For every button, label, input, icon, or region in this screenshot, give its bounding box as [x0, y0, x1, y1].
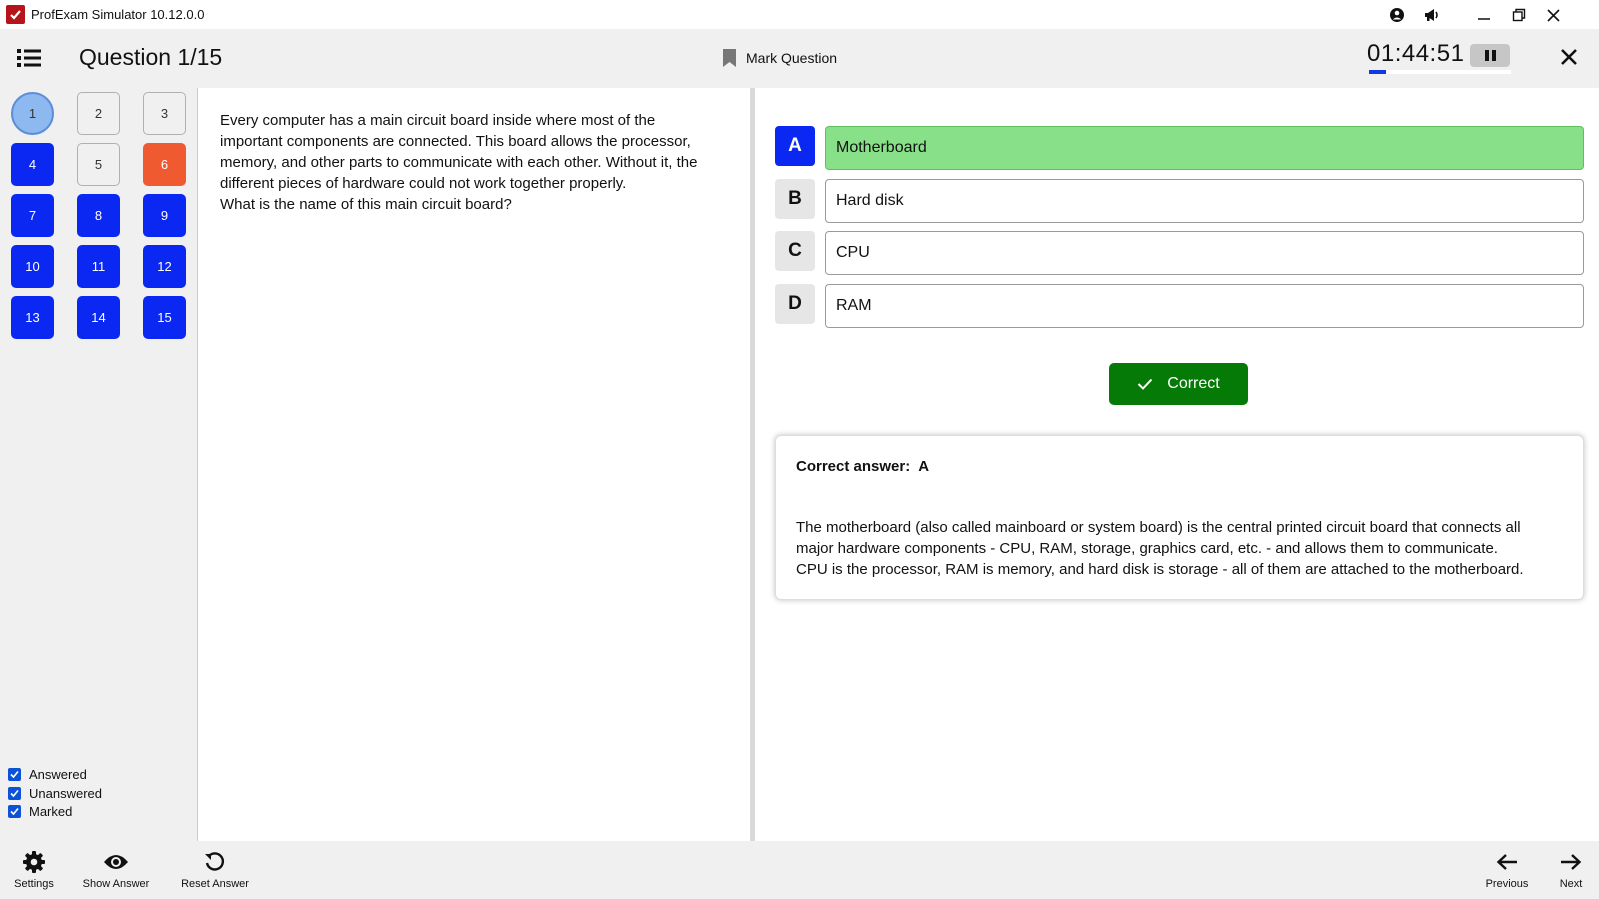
- question-title: Question 1/15: [79, 44, 223, 70]
- question-nav-13[interactable]: 13: [11, 296, 54, 339]
- menu-list-icon[interactable]: [14, 45, 44, 71]
- show-answer-label: Show Answer: [82, 878, 150, 890]
- time-progress-fill: [1369, 70, 1386, 74]
- arrow-right-icon: [1557, 849, 1585, 875]
- question-nav-8[interactable]: 8: [77, 194, 120, 237]
- question-line: important components are connected. This board allows the processor,: [220, 133, 691, 150]
- question-navigator: [0, 88, 197, 841]
- explanation-text: [796, 517, 1556, 580]
- app-title: ProfExam Simulator 10.12.0.0: [31, 7, 205, 22]
- header: [0, 29, 1599, 88]
- question-line: different pieces of hardware could not work together properly.: [220, 175, 627, 192]
- close-exam-icon[interactable]: [1557, 44, 1581, 70]
- gear-icon: [20, 849, 48, 875]
- window-close-icon[interactable]: [1542, 4, 1564, 26]
- legend-label: Marked: [29, 804, 73, 819]
- question-line: memory, and other parts to communicate with each other. Without it, the: [220, 154, 698, 171]
- settings-button[interactable]: [10, 841, 58, 899]
- result-correct-badge: [1109, 363, 1248, 405]
- question-nav-6[interactable]: 6: [143, 143, 186, 186]
- megaphone-icon[interactable]: [1420, 4, 1442, 26]
- pause-button[interactable]: [1470, 44, 1510, 67]
- option-b[interactable]: Hard disk: [825, 179, 1584, 223]
- show-answer-button[interactable]: [80, 841, 152, 899]
- mark-question-label: Mark Question: [746, 50, 838, 66]
- question-nav-9[interactable]: 9: [143, 194, 186, 237]
- pause-icon: [1485, 50, 1489, 61]
- explanation-line: The motherboard (also called mainboard or system board) is the central printed circuit board that connects all: [796, 519, 1521, 536]
- checkbox-checked-icon[interactable]: [8, 787, 21, 800]
- option-letter-d[interactable]: D: [775, 284, 815, 324]
- option-d[interactable]: RAM: [825, 284, 1584, 328]
- reset-answer-button[interactable]: [175, 841, 255, 899]
- explanation-line: major hardware components - CPU, RAM, storage, graphics card, etc. - and allows them to communicate.: [796, 540, 1498, 557]
- account-icon[interactable]: [1386, 4, 1408, 26]
- question-text: [220, 110, 730, 215]
- correct-answer-letter: A: [918, 458, 930, 475]
- answer-panel: [755, 88, 1599, 841]
- previous-button[interactable]: [1482, 841, 1532, 899]
- question-panel: [197, 88, 750, 841]
- option-letter-a[interactable]: A: [775, 126, 815, 166]
- mark-question-button[interactable]: [722, 48, 837, 68]
- option-c[interactable]: CPU: [825, 231, 1584, 275]
- legend-marked[interactable]: [8, 804, 72, 819]
- next-button[interactable]: [1553, 841, 1589, 899]
- legend-label: Answered: [29, 767, 87, 782]
- next-label: Next: [1559, 878, 1583, 890]
- question-nav-3[interactable]: 3: [143, 92, 186, 135]
- reset-icon: [201, 849, 229, 875]
- question-nav-4[interactable]: 4: [11, 143, 54, 186]
- previous-label: Previous: [1485, 878, 1529, 890]
- option-a[interactable]: Motherboard: [825, 126, 1584, 170]
- title-bar: [0, 0, 1599, 29]
- question-nav-1[interactable]: 1: [11, 92, 54, 135]
- option-letter-c[interactable]: C: [775, 231, 815, 271]
- question-nav-12[interactable]: 12: [143, 245, 186, 288]
- question-nav-5[interactable]: 5: [77, 143, 120, 186]
- restore-icon[interactable]: [1508, 4, 1530, 26]
- time-progress-bar: [1369, 70, 1511, 74]
- explanation-line: CPU is the processor, RAM is memory, and hard disk is storage - all of them are attached to the motherboard.: [796, 561, 1524, 578]
- settings-label: Settings: [14, 878, 54, 890]
- question-nav-10[interactable]: 10: [11, 245, 54, 288]
- option-letter-b[interactable]: B: [775, 179, 815, 219]
- explanation-heading: [796, 458, 929, 475]
- eye-icon: [102, 849, 130, 875]
- checkbox-checked-icon[interactable]: [8, 805, 21, 818]
- check-icon: [1137, 378, 1153, 390]
- result-label: Correct: [1167, 375, 1220, 392]
- legend-answered[interactable]: [8, 767, 87, 782]
- minimize-icon[interactable]: [1473, 4, 1495, 26]
- question-nav-15[interactable]: 15: [143, 296, 186, 339]
- checkbox-checked-icon[interactable]: [8, 768, 21, 781]
- question-line: What is the name of this main circuit board?: [220, 196, 512, 213]
- question-line: Every computer has a main circuit board inside where most of the: [220, 112, 656, 129]
- question-nav-11[interactable]: 11: [77, 245, 120, 288]
- legend-unanswered[interactable]: [8, 786, 102, 801]
- question-nav-2[interactable]: 2: [77, 92, 120, 135]
- app-logo-icon: [6, 5, 25, 24]
- correct-answer-label: Correct answer:: [796, 458, 911, 475]
- question-nav-7[interactable]: 7: [11, 194, 54, 237]
- bookmark-icon: [722, 48, 737, 68]
- bottom-toolbar: [0, 841, 1599, 899]
- timer: 01:44:51: [1367, 40, 1465, 67]
- arrow-left-icon: [1493, 849, 1521, 875]
- question-nav-14[interactable]: 14: [77, 296, 120, 339]
- explanation-box: [775, 435, 1584, 600]
- reset-answer-label: Reset Answer: [181, 878, 249, 890]
- legend-label: Unanswered: [29, 786, 102, 801]
